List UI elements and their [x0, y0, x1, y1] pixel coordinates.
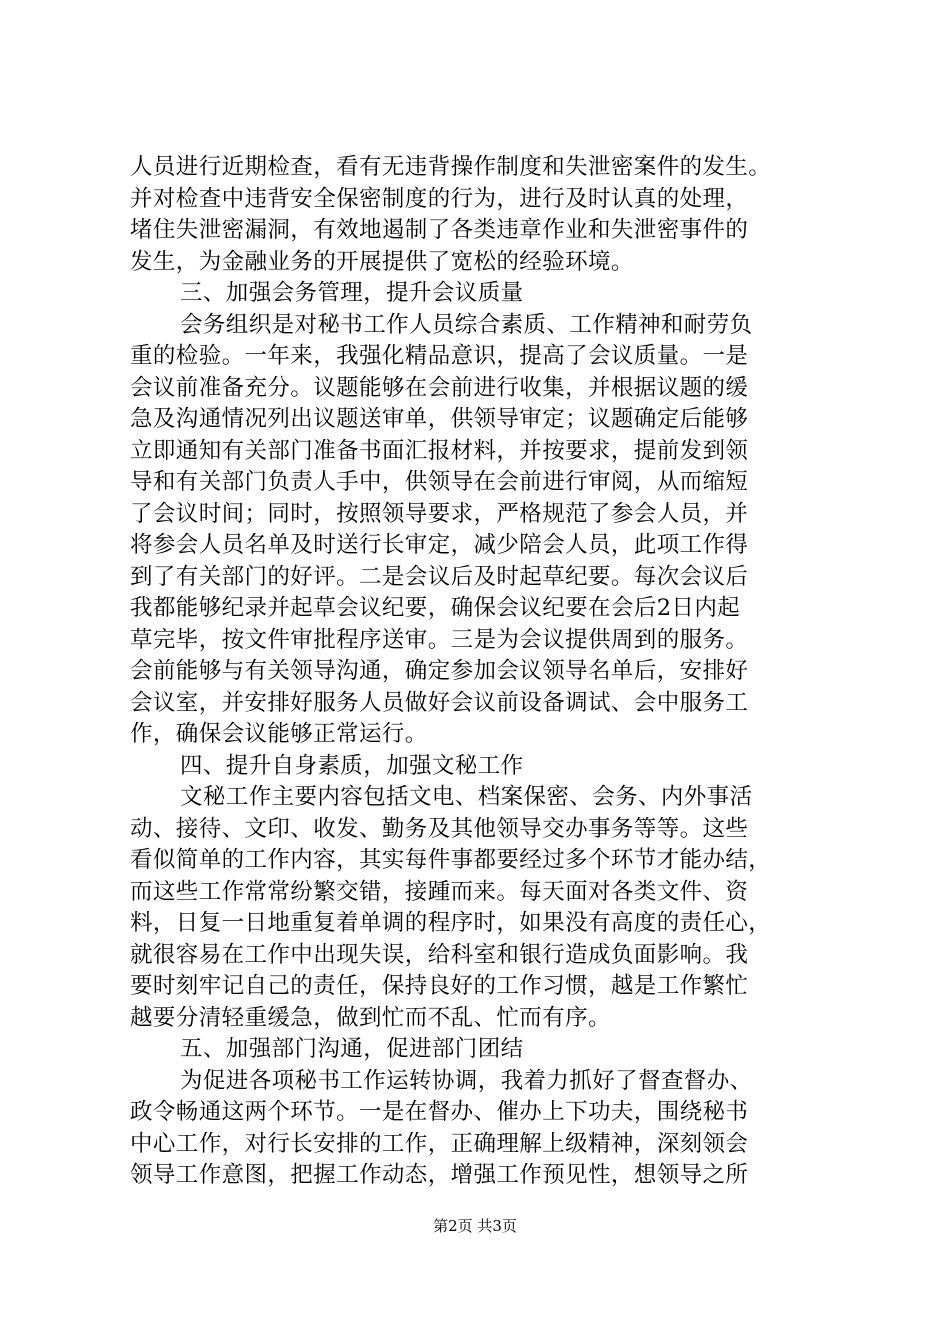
text-line: 文秘工作主要内容包括文电、档案保密、会务、内外事活 [180, 784, 753, 810]
text-line: 并对检查中违背安全保密制度的行为，进行及时认真的处理， [130, 185, 749, 212]
text-line: 会务组织是对秘书工作人员综合素质、工作精神和耐劳负 [180, 311, 753, 338]
text-line: 发生，为金融业务的开展提供了宽松的经验环境。 [130, 248, 634, 275]
text-line: 立即通知有关部门准备书面汇报材料，并按要求，提前发到领 [130, 437, 749, 464]
text-line: 领导工作意图，把握工作动态，增强工作预见性，想领导之所 [130, 1162, 749, 1188]
text-line: 看似简单的工作内容，其实每件事都要经过多个环节才能办结， [130, 847, 772, 873]
text-line: 到了有关部门的好评。二是会议后及时起草纪要。每次会议后 [130, 563, 749, 590]
text-line: 我都能够纪录并起草会议纪要，确保会议纪要在会后2日内起 [130, 595, 741, 621]
text-line: 将参会人员名单及时送行长审定，减少陪会人员，此项工作得 [130, 532, 749, 558]
text-line: 会议室，并安排好服务人员做好会议前设备调试、会中服务工 [130, 689, 749, 716]
text-line: 会议前准备充分。议题能够在会前进行收集，并根据议题的缓 [130, 374, 749, 401]
text-line: 就很容易在工作中出现失误，给科室和银行造成负面影响。我 [130, 941, 749, 968]
text-line: 政令畅通这两个环节。一是在督办、催办上下功夫，围绕秘书 [130, 1099, 749, 1125]
text-line: 三、加强会务管理，提升会议质量 [180, 280, 524, 306]
text-line: 重的检验。一年来，我强化精品意识，提高了会议质量。一是 [130, 343, 749, 369]
text-line: 动、接待、文印、收发、勤务及其他领导交办事务等等。这些 [130, 815, 749, 842]
text-line: 四、提升自身素质，加强文秘工作 [180, 752, 524, 779]
text-line: 料，日复一日地重复着单调的程序时，如果没有高度的责任心， [130, 910, 772, 936]
text-line: 而这些工作常常纷繁交错，接踵而来。每天面对各类文件、资 [130, 878, 749, 905]
text-line: 要时刻牢记自己的责任，保持良好的工作习惯，越是工作繁忙 [130, 973, 749, 999]
text-line: 五、加强部门沟通，促进部门团结 [180, 1036, 524, 1062]
page-footer: 第2页 共3页 [433, 1217, 517, 1235]
text-line: 导和有关部门负责人手中，供领导在会前进行审阅，从而缩短 [130, 469, 749, 495]
document-body [130, 152, 842, 1192]
text-line: 草完毕，按文件审批程序送审。三是为会议提供周到的服务。 [130, 626, 749, 653]
text-line: 作，确保会议能够正常运行。 [130, 721, 428, 747]
text-line: 堵住失泄密漏洞，有效地遏制了各类违章作业和失泄密事件的 [130, 217, 749, 243]
text-line: 人员进行近期检查，看有无违背操作制度和失泄密案件的发生。 [130, 154, 772, 180]
text-line: 急及沟通情况列出议题送审单，供领导审定；议题确定后能够 [130, 406, 749, 432]
text-line: 了会议时间；同时，按照领导要求，严格规范了参会人员，并 [130, 500, 749, 527]
text-line: 为促进各项秘书工作运转协调，我着力抓好了督查督办、 [180, 1067, 753, 1094]
text-line: 越要分清轻重缓急，做到忙而不乱、忙而有序。 [130, 1004, 611, 1031]
text-line: 中心工作，对行长安排的工作，正确理解上级精神，深刻领会 [130, 1130, 749, 1157]
text-line: 会前能够与有关领导沟通，确定参加会议领导名单后，安排好 [130, 658, 749, 684]
